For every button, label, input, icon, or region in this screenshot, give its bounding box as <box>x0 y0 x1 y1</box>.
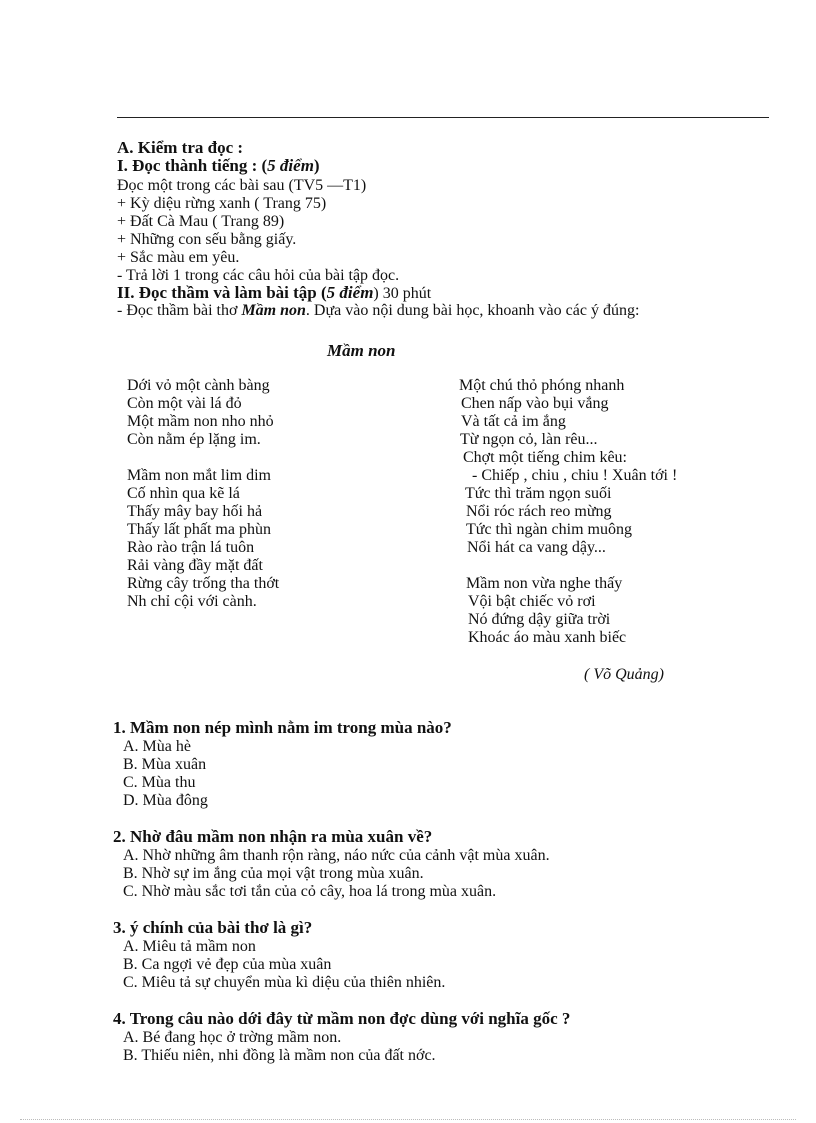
option[interactable]: C. Miêu tả sự chuyển mùa kì diệu của thiên nhiên. <box>123 974 446 991</box>
instruction-answer: - Trả lời 1 trong các câu hỏi của bài tập đọc. <box>117 267 400 284</box>
instruction-read-one: Đọc một trong các bài sau (TV5 —T1) <box>117 177 367 194</box>
reading-item: + Sắc màu em yêu. <box>117 249 240 266</box>
question-2: 2. Nhờ đâu mầm non nhận ra mùa xuân về? <box>113 827 433 846</box>
poem-line: Cố nhìn qua kẽ lá <box>127 485 240 502</box>
poem-line: Rải vàng đầy mặt đất <box>127 557 263 574</box>
instruction3-title: Mầm non <box>241 302 306 319</box>
option[interactable]: B. Mùa xuân <box>123 756 207 773</box>
poem-line: Nh chỉ cội với cành. <box>127 593 257 610</box>
part1-points: 5 điểm <box>267 156 314 175</box>
part1-prefix: I. Đọc thành tiếng : ( <box>117 156 268 175</box>
poem-line: Còn một vài lá đỏ <box>127 395 242 412</box>
poem-title: Mầm non <box>327 341 396 360</box>
option[interactable]: D. Mùa đông <box>123 792 208 809</box>
poem-author: ( Võ Quảng) <box>584 666 664 683</box>
option[interactable]: A. Bé đang học ở trờng mầm non. <box>123 1029 342 1046</box>
option[interactable]: B. Ca ngợi vẻ đẹp của mùa xuân <box>123 956 332 973</box>
part2-heading <box>117 284 431 303</box>
poem-line: Thấy mây bay hối hả <box>127 503 263 520</box>
option[interactable]: A. Miêu tả mầm non <box>123 938 256 955</box>
poem-line: Chợt một tiếng chim kêu: <box>463 449 627 466</box>
poem-line: Mầm non mắt lim dim <box>127 467 271 484</box>
option[interactable]: A. Mùa hè <box>123 738 191 755</box>
question-1: 1. Mầm non nép mình nằm im trong mùa nào? <box>113 718 452 737</box>
instruction3-prefix: - Đọc thầm bài thơ <box>117 302 242 319</box>
poem-line: Nổi róc rách reo mừng <box>466 503 612 520</box>
reading-item: + Những con sếu bằng giấy. <box>117 231 297 248</box>
instruction-silent-read <box>117 302 639 320</box>
poem-line: Một chú thỏ phóng nhanh <box>459 377 625 394</box>
option[interactable]: B. Nhờ sự im ắng của mọi vật trong mùa xuân. <box>123 865 424 882</box>
bottom-rule <box>20 1119 796 1120</box>
part1-suffix: ) <box>313 156 320 175</box>
top-rule <box>117 117 769 118</box>
poem-line: - Chiếp , chiu , chiu ! Xuân tới ! <box>472 467 678 484</box>
poem-line: Một mầm non nho nhỏ <box>127 413 274 430</box>
reading-item: + Kỳ diệu rừng xanh ( Trang 75) <box>117 195 327 212</box>
poem-line: Chen nấp vào bụi vắng <box>461 395 609 412</box>
poem-line: Tức thì trăm ngọn suối <box>465 485 612 502</box>
option[interactable]: A. Nhờ những âm thanh rộn ràng, náo nức của cảnh vật mùa xuân. <box>123 847 550 864</box>
poem-line: Khoác áo màu xanh biếc <box>468 629 627 646</box>
question-3: 3. ý chính của bài thơ là gì? <box>113 918 313 937</box>
section-a-heading: A. Kiểm tra đọc : <box>117 138 244 157</box>
option[interactable]: C. Nhờ màu sắc tơi tắn của cỏ cây, hoa lá trong mùa xuân. <box>123 883 497 900</box>
part1-heading <box>117 157 320 175</box>
question-4: 4. Trong câu nào dới đây từ mầm non đợc dùng với nghĩa gốc ? <box>113 1009 571 1028</box>
poem-line: Tức thì ngàn chim muông <box>466 521 632 538</box>
part2-suffix: ) 30 phút <box>373 285 432 302</box>
poem-line: Vội bật chiếc vỏ rơi <box>468 593 596 610</box>
part2-points: 5 điểm <box>326 283 374 302</box>
poem-line: Nó đứng dậy giữa trời <box>468 611 611 628</box>
poem-line: Thấy lất phất ma phùn <box>127 521 271 538</box>
poem-line: Mầm non vừa nghe thấy <box>466 575 623 592</box>
poem-line: Rừng cây trống tha thớt <box>127 575 280 592</box>
poem-line: Từ ngọn cỏ, làn rêu... <box>460 431 598 448</box>
poem-line: Và tất cả im ắng <box>461 413 566 430</box>
reading-item: + Đất Cà Mau ( Trang 89) <box>117 213 285 230</box>
part2-prefix: II. Đọc thầm và làm bài tập ( <box>117 283 327 302</box>
poem-line: Rào rào trận lá tuôn <box>127 539 255 556</box>
poem-line: Dới vỏ một cành bàng <box>127 377 270 394</box>
instruction3-suffix: . Dựa vào nội dung bài học, khoanh vào các ý đúng: <box>305 302 640 319</box>
poem-line: Nổi hát ca vang dậy... <box>467 539 606 556</box>
option[interactable]: C. Mùa thu <box>123 774 196 791</box>
poem-line: Còn nằm ép lặng im. <box>127 431 261 448</box>
option[interactable]: B. Thiếu niên, nhi đồng là mầm non của đất nớc. <box>123 1047 436 1064</box>
